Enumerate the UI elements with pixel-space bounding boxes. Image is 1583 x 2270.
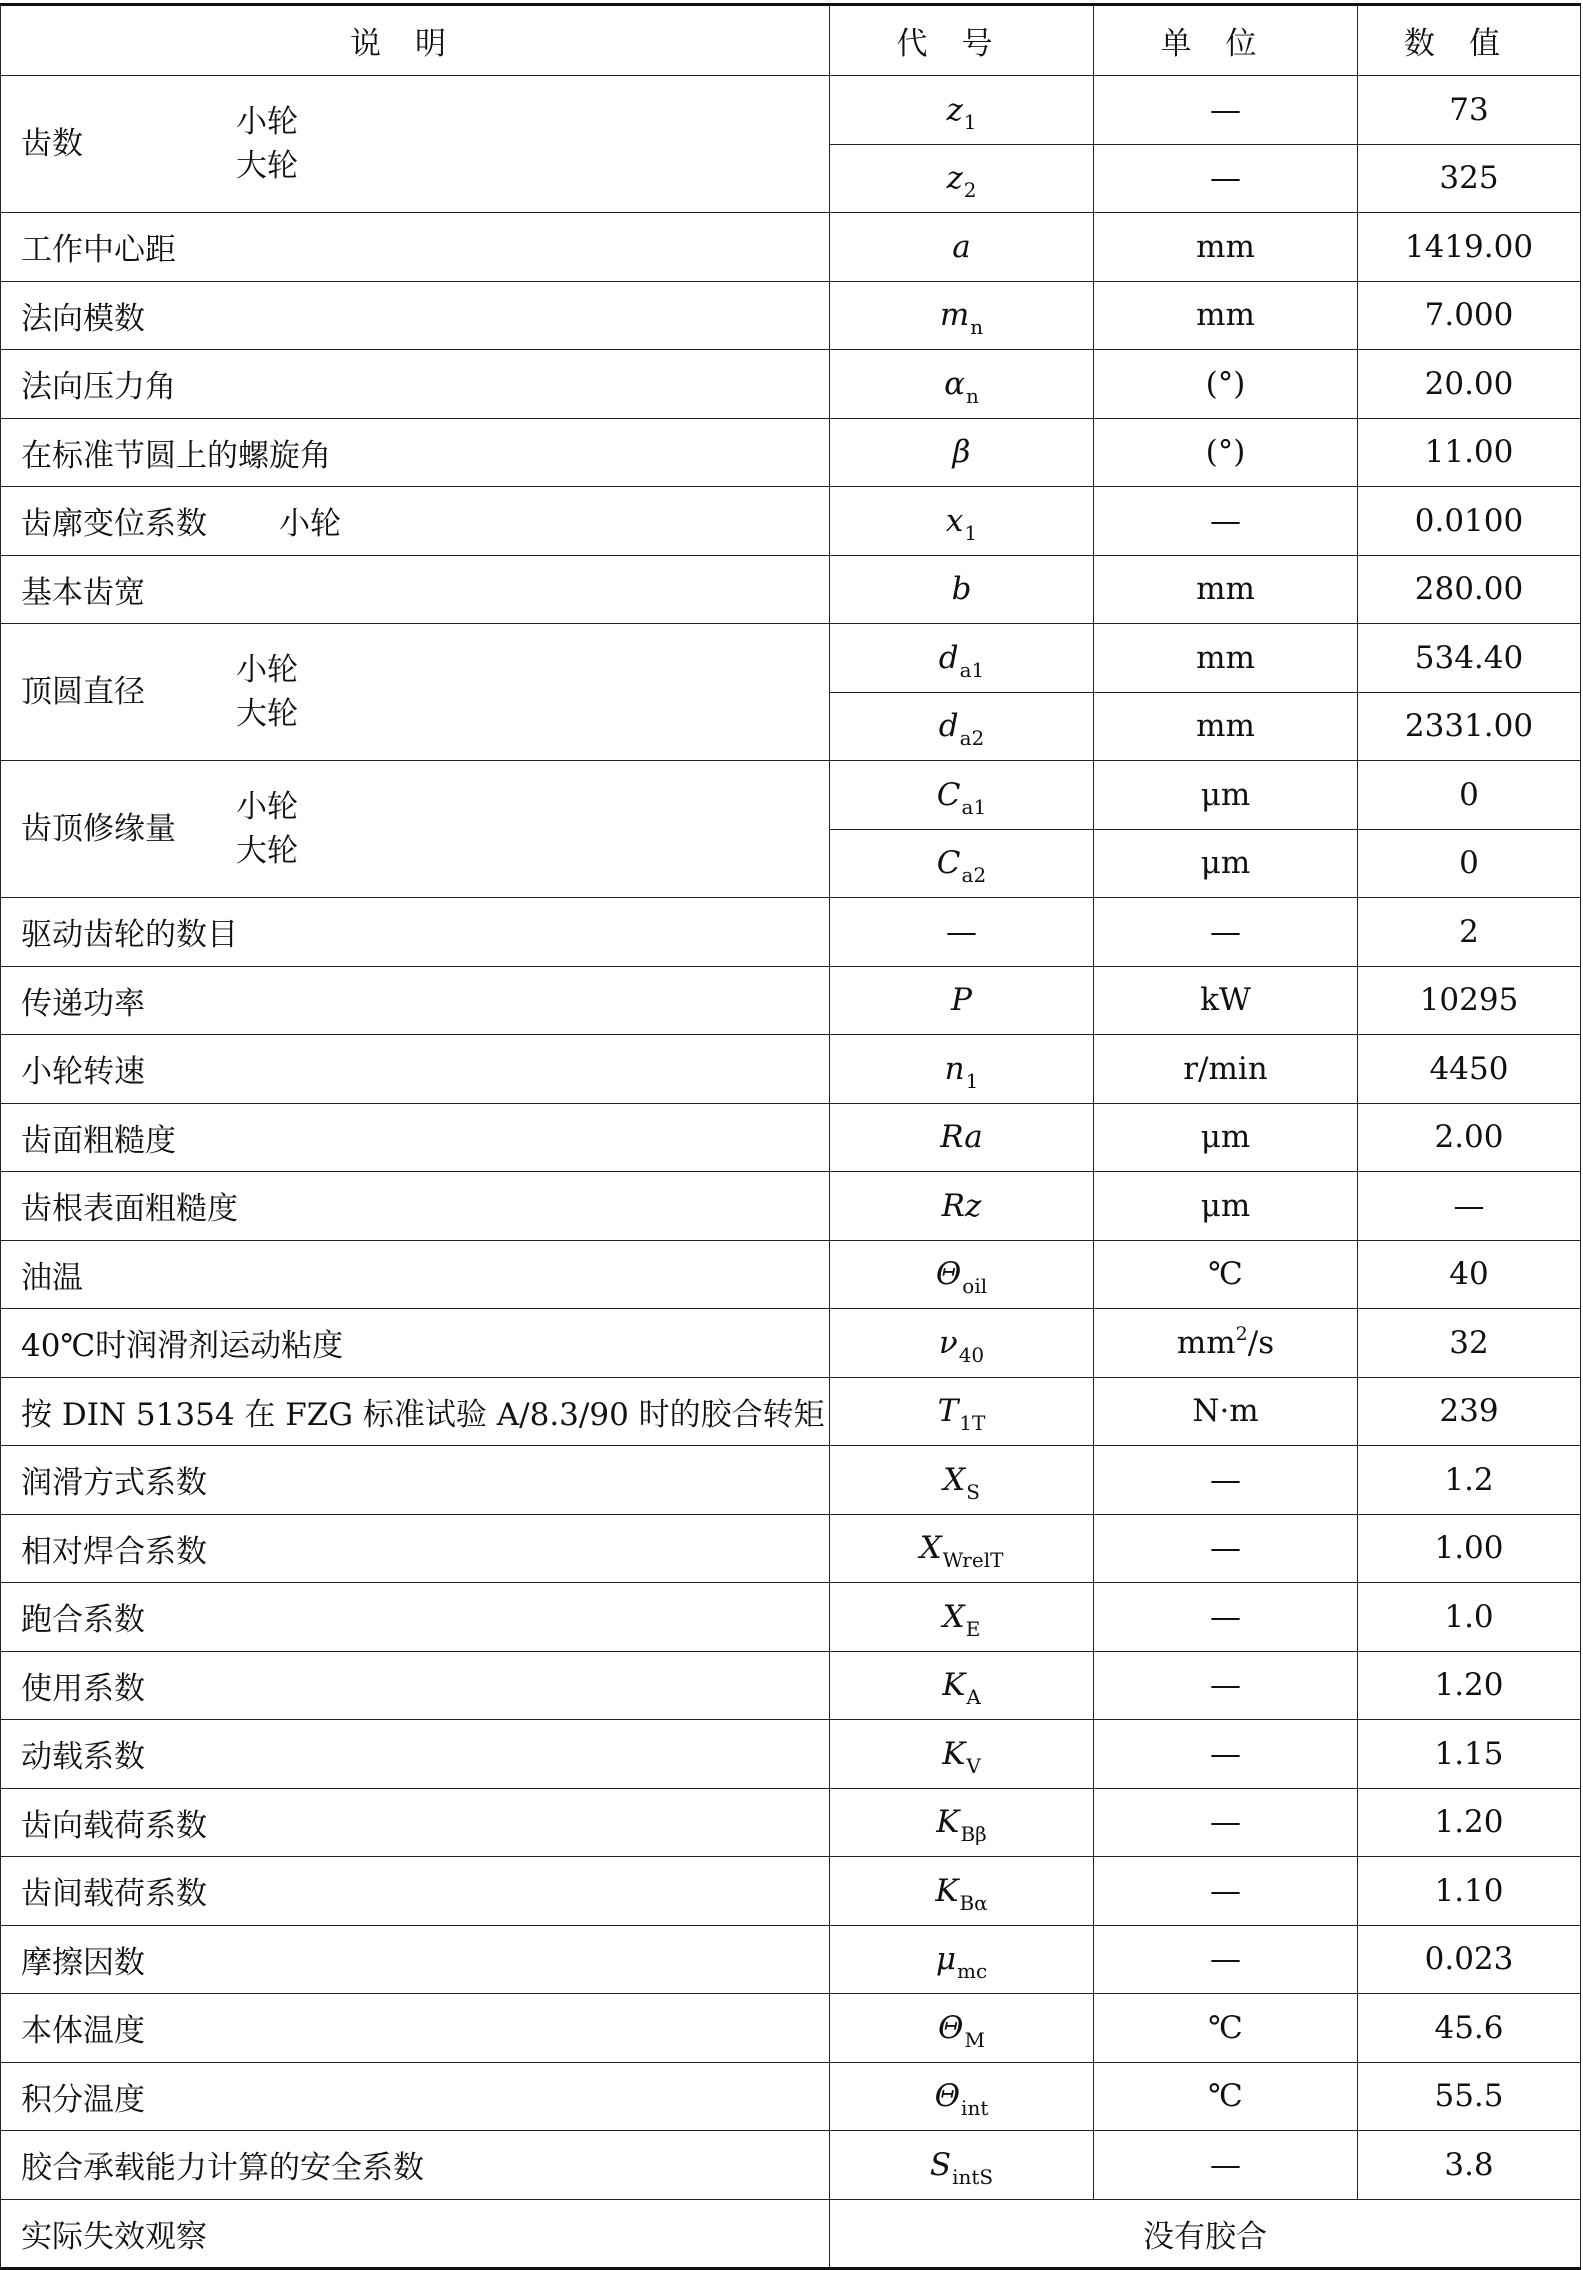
row-unit: — [1094, 76, 1358, 145]
row-unit: mm [1094, 624, 1358, 693]
row-value: 0.023 [1358, 1925, 1581, 1994]
row-symbol [830, 1103, 1094, 1172]
gear-label-stack [236, 785, 298, 873]
row-symbol [830, 1857, 1094, 1926]
row-description: 跑合系数 [1, 1583, 830, 1652]
symbol-letter: ν [938, 1324, 958, 1361]
row-value: 1.0 [1358, 1583, 1581, 1652]
row-value: 3.8 [1358, 2131, 1581, 2200]
symbol-letter: β [952, 434, 971, 471]
row-value: 1.15 [1358, 1720, 1581, 1789]
small-gear-label: 小轮 [236, 789, 298, 825]
row-unit: μm [1094, 1172, 1358, 1241]
row-description-label: 齿数 [21, 126, 83, 162]
row-unit: — [1094, 1788, 1358, 1857]
row-description: 齿根表面粗糙度 [1, 1172, 830, 1241]
row-unit: — [1094, 2131, 1358, 2200]
row-symbol [830, 624, 1094, 693]
row-unit: mm [1094, 213, 1358, 282]
row-value: 239 [1358, 1377, 1581, 1446]
row-unit: — [1094, 1925, 1358, 1994]
row-description: 摩擦因数 [1, 1925, 830, 1994]
row-symbol [830, 1172, 1094, 1241]
large-gear-label: 大轮 [236, 833, 298, 869]
symbol-letter: P [951, 982, 972, 1019]
row-symbol [830, 1240, 1094, 1309]
symbol-letter: d [938, 639, 959, 676]
symbol-letter: C [936, 776, 961, 813]
row-description: 基本齿宽 [1, 555, 830, 624]
symbol-letter: x [945, 502, 964, 539]
row-value: 1.00 [1358, 1514, 1581, 1583]
row-description: 润滑方式系数 [1, 1446, 830, 1515]
table-row [1, 1309, 1581, 1378]
row-unit: μm [1094, 1103, 1358, 1172]
symbol-letter: T [937, 1393, 959, 1430]
row-symbol [830, 692, 1094, 761]
symbol-letter: m [939, 297, 970, 334]
row-symbol [830, 1720, 1094, 1789]
table-row [1, 1857, 1581, 1926]
row-value: 325 [1358, 144, 1581, 213]
row-unit: mm [1094, 281, 1358, 350]
symbol-letter: X [919, 1530, 942, 1567]
row-value: 20.00 [1358, 350, 1581, 419]
row-value: 534.40 [1358, 624, 1581, 693]
row-value: 55.5 [1358, 2062, 1581, 2131]
row-value: 0 [1358, 761, 1581, 830]
row-symbol [830, 1446, 1094, 1515]
unit-superscript: 2 [1235, 1322, 1248, 1345]
row-description: 动载系数 [1, 1720, 830, 1789]
row-value: 2331.00 [1358, 692, 1581, 761]
symbol-subscript: M [964, 2027, 985, 2052]
symbol-subscript: oil [962, 1274, 988, 1299]
row-value: 1.2 [1358, 1446, 1581, 1515]
row-unit: ℃ [1094, 1994, 1358, 2063]
row-symbol [830, 1514, 1094, 1583]
symbol-letter: X [942, 1598, 965, 1635]
symbol-letter: K [936, 1804, 960, 1841]
symbol-subscript: E [965, 1616, 981, 1641]
row-unit: — [1094, 1446, 1358, 1515]
row-unit: r/min [1094, 1035, 1358, 1104]
row-value: 1.20 [1358, 1788, 1581, 1857]
symbol-letter: n [944, 1050, 965, 1087]
gear-label-stack [236, 100, 298, 188]
symbol-subscript: 1T [959, 1411, 986, 1436]
symbol-letter: z [946, 160, 963, 197]
row-unit: μm [1094, 761, 1358, 830]
symbol-subscript: 2 [963, 178, 977, 203]
symbol-subscript: A [966, 1685, 981, 1710]
small-gear-label: 小轮 [279, 506, 341, 543]
row-value: 4450 [1358, 1035, 1581, 1104]
symbol-letter: d [938, 708, 959, 745]
row-symbol [830, 487, 1094, 556]
table-row [1, 1925, 1581, 1994]
row-description: 工作中心距 [1, 213, 830, 282]
row-value: 280.00 [1358, 555, 1581, 624]
symbol-letter: μ [935, 1941, 956, 1978]
row-value: 没有胶合 [830, 2199, 1581, 2269]
row-symbol: — [830, 898, 1094, 967]
row-unit: — [1094, 1857, 1358, 1926]
row-unit: — [1094, 1651, 1358, 1720]
symbol-letter: b [951, 571, 972, 608]
row-symbol [830, 281, 1094, 350]
symbol-letter: Θ [938, 2009, 964, 2046]
symbol-letter: Ra [940, 1119, 983, 1156]
table-row [1, 213, 1581, 282]
symbol-subscript: WrelT [942, 1548, 1004, 1573]
table-row [1, 281, 1581, 350]
table-row [1, 1240, 1581, 1309]
row-value: 2 [1358, 898, 1581, 967]
row-symbol [830, 761, 1094, 830]
row-description: 油温 [1, 1240, 830, 1309]
table-row [1, 1035, 1581, 1104]
row-symbol [830, 1035, 1094, 1104]
table-row [1, 966, 1581, 1035]
row-unit: — [1094, 1514, 1358, 1583]
table-row [1, 1514, 1581, 1583]
large-gear-label: 大轮 [236, 696, 298, 732]
row-description-label: 齿廓变位系数 [21, 506, 207, 543]
row-symbol [830, 1377, 1094, 1446]
symbol-letter: K [942, 1735, 966, 1772]
table-row [1, 1377, 1581, 1446]
table-row [1, 898, 1581, 967]
row-value: 73 [1358, 76, 1581, 145]
row-description: 使用系数 [1, 1651, 830, 1720]
row-symbol [830, 418, 1094, 487]
row-symbol [830, 1788, 1094, 1857]
large-gear-label: 大轮 [236, 148, 298, 184]
symbol-subscript: V [966, 1753, 981, 1778]
row-unit: ℃ [1094, 1240, 1358, 1309]
table-row [1, 1651, 1581, 1720]
row-unit: (°) [1094, 350, 1358, 419]
row-description: 齿间载荷系数 [1, 1857, 830, 1926]
symbol-subscript: 1 [964, 520, 978, 545]
table-row [1, 2199, 1581, 2269]
symbol-letter: Θ [934, 2078, 961, 2115]
table-row [1, 555, 1581, 624]
row-unit: N·m [1094, 1377, 1358, 1446]
row-description: 齿向载荷系数 [1, 1788, 830, 1857]
symbol-subscript: a1 [961, 794, 987, 819]
row-symbol [830, 555, 1094, 624]
unit-tail: /s [1247, 1324, 1275, 1361]
header-unit: 单位 [1094, 5, 1358, 76]
table-row [1, 1446, 1581, 1515]
row-symbol [830, 76, 1094, 145]
symbol-letter: α [944, 365, 966, 402]
row-symbol [830, 829, 1094, 898]
symbol-subscript: n [966, 383, 979, 408]
table-row [1, 761, 1581, 830]
row-description: 驱动齿轮的数目 [1, 898, 830, 967]
row-unit: — [1094, 487, 1358, 556]
table-row [1, 418, 1581, 487]
row-symbol [830, 966, 1094, 1035]
row-description: 40℃时润滑剂运动粘度 [1, 1309, 830, 1378]
row-description: 胶合承载能力计算的安全系数 [1, 2131, 830, 2200]
unit-base: mm [1176, 1324, 1236, 1361]
row-description [1, 624, 830, 761]
row-value: 32 [1358, 1309, 1581, 1378]
row-symbol [830, 1925, 1094, 1994]
row-description: 齿面粗糙度 [1, 1103, 830, 1172]
symbol-subscript: a1 [959, 657, 985, 682]
symbol-letter: z [946, 91, 963, 128]
row-symbol [830, 1583, 1094, 1652]
symbol-letter: Θ [935, 1256, 962, 1293]
row-unit: — [1094, 144, 1358, 213]
symbol-letter: a [952, 228, 971, 265]
table-row [1, 2131, 1581, 2200]
row-value: 45.6 [1358, 1994, 1581, 2063]
row-symbol [830, 144, 1094, 213]
symbol-subscript: Bα [959, 1890, 988, 1915]
row-symbol [830, 2131, 1094, 2200]
small-gear-label: 小轮 [236, 104, 298, 140]
row-unit [1094, 1309, 1358, 1378]
row-description: 相对焊合系数 [1, 1514, 830, 1583]
row-value: 0.0100 [1358, 487, 1581, 556]
symbol-letter: C [936, 845, 961, 882]
symbol-subscript: n [970, 315, 984, 340]
row-symbol [830, 1651, 1094, 1720]
table-row [1, 1172, 1581, 1241]
table-row [1, 487, 1581, 556]
table-row [1, 1720, 1581, 1789]
table-row [1, 1103, 1581, 1172]
row-description-label: 齿顶修缘量 [21, 811, 176, 847]
row-unit: ℃ [1094, 2062, 1358, 2131]
row-description: 本体温度 [1, 1994, 830, 2063]
row-description: 法向压力角 [1, 350, 830, 419]
small-gear-label: 小轮 [236, 652, 298, 688]
row-value: 0 [1358, 829, 1581, 898]
symbol-subscript: mc [956, 1959, 988, 1984]
symbol-subscript: intS [952, 2164, 994, 2189]
row-value: 1.20 [1358, 1651, 1581, 1720]
row-symbol [830, 2062, 1094, 2131]
symbol-letter: S [929, 2146, 952, 2183]
symbol-subscript: a2 [959, 726, 985, 751]
row-unit: μm [1094, 829, 1358, 898]
row-value: 1.10 [1358, 1857, 1581, 1926]
symbol-letter: X [943, 1461, 966, 1498]
row-description: 积分温度 [1, 2062, 830, 2131]
row-symbol [830, 1994, 1094, 2063]
row-unit: mm [1094, 692, 1358, 761]
row-unit: kW [1094, 966, 1358, 1035]
row-unit: — [1094, 1583, 1358, 1652]
row-description [1, 761, 830, 898]
row-symbol [830, 1309, 1094, 1378]
row-symbol [830, 213, 1094, 282]
row-description: 传递功率 [1, 966, 830, 1035]
header-symbol: 代号 [830, 5, 1094, 76]
symbol-subscript: 1 [965, 1068, 979, 1093]
table-row [1, 2062, 1581, 2131]
row-value: 40 [1358, 1240, 1581, 1309]
symbol-letter: K [942, 1667, 966, 1704]
row-value: 7.000 [1358, 281, 1581, 350]
table-header-row [1, 5, 1581, 76]
row-description: 在标准节圆上的螺旋角 [1, 418, 830, 487]
row-description: 实际失效观察 [1, 2199, 830, 2269]
header-value: 数值 [1358, 5, 1581, 76]
scuffing-parameter-table [0, 3, 1581, 2270]
symbol-subscript: S [966, 1479, 980, 1504]
row-description [1, 487, 830, 556]
row-unit: (°) [1094, 418, 1358, 487]
symbol-subscript: a2 [961, 863, 987, 888]
row-description: 法向模数 [1, 281, 830, 350]
row-unit: — [1094, 898, 1358, 967]
table-row [1, 350, 1581, 419]
symbol-subscript: 40 [958, 1342, 985, 1367]
symbol-subscript: Bβ [960, 1822, 987, 1847]
row-value: 10295 [1358, 966, 1581, 1035]
row-value: 2.00 [1358, 1103, 1581, 1172]
header-description: 说明 [1, 5, 830, 76]
row-description [1, 76, 830, 213]
symbol-subscript: 1 [963, 109, 977, 134]
table-row [1, 1788, 1581, 1857]
table-row [1, 1583, 1581, 1652]
row-value: 11.00 [1358, 418, 1581, 487]
symbol-letter: K [935, 1872, 959, 1909]
row-description-label: 顶圆直径 [21, 674, 145, 710]
symbol-letter: Rz [941, 1187, 982, 1224]
row-unit: mm [1094, 555, 1358, 624]
table-row [1, 1994, 1581, 2063]
row-value: 1419.00 [1358, 213, 1581, 282]
symbol-subscript: int [961, 2096, 989, 2121]
table-row [1, 624, 1581, 693]
gear-label-stack [236, 648, 298, 736]
row-value: — [1358, 1172, 1581, 1241]
row-description: 小轮转速 [1, 1035, 830, 1104]
table-row [1, 76, 1581, 145]
row-description: 按 DIN 51354 在 FZG 标准试验 A/8.3/90 时的胶合转矩 [1, 1377, 830, 1446]
row-symbol [830, 350, 1094, 419]
row-unit: — [1094, 1720, 1358, 1789]
